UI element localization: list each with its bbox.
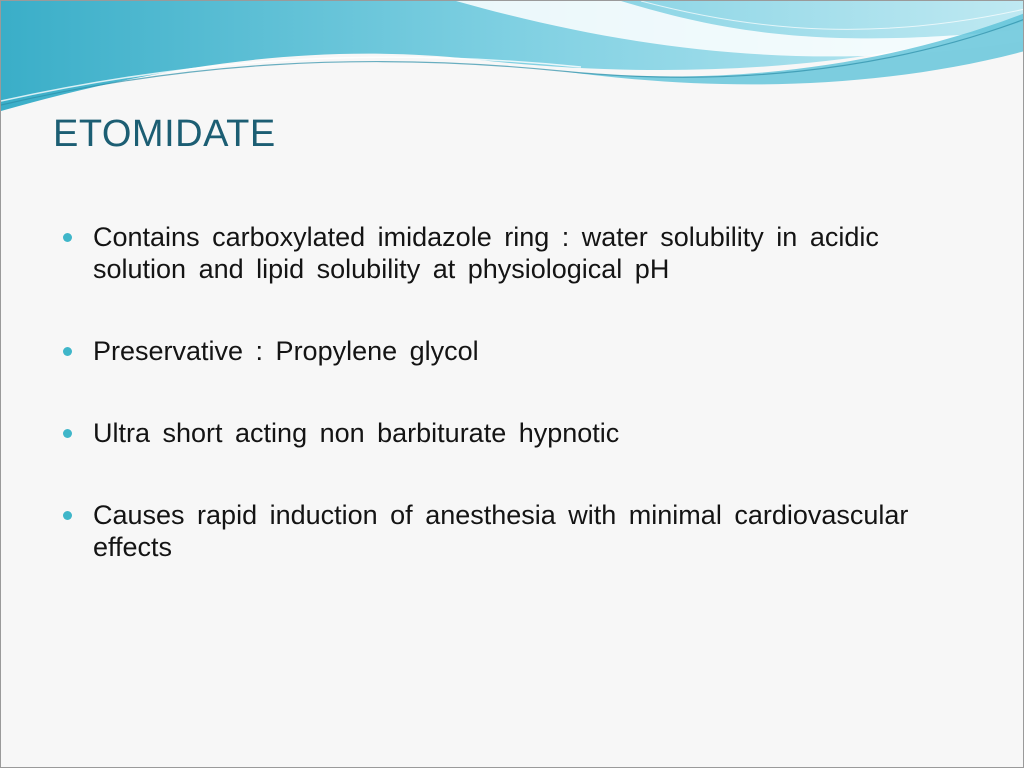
bullet-text: Preservative : Propylene glycol (93, 336, 479, 366)
bullet-text: Contains carboxylated imidazole ring : water solubility in acidic solution and lipid solubility at physiological pH (93, 222, 879, 284)
bullet-dot-icon (63, 511, 72, 520)
bullet-item (61, 221, 941, 285)
bullet-text: Causes rapid induction of anesthesia with minimal cardiovascular effects (93, 500, 909, 562)
bullet-dot-icon (63, 429, 72, 438)
bullet-list (61, 221, 941, 613)
bullet-dot-icon (63, 233, 72, 242)
bullet-item (61, 499, 941, 563)
bullet-dot-icon (63, 347, 72, 356)
header-wave-decoration (1, 1, 1024, 131)
bullet-text: Ultra short acting non barbiturate hypnotic (93, 418, 620, 448)
slide-title: ETOMIDATE (53, 113, 276, 155)
bullet-item (61, 335, 941, 367)
bullet-item (61, 417, 941, 449)
